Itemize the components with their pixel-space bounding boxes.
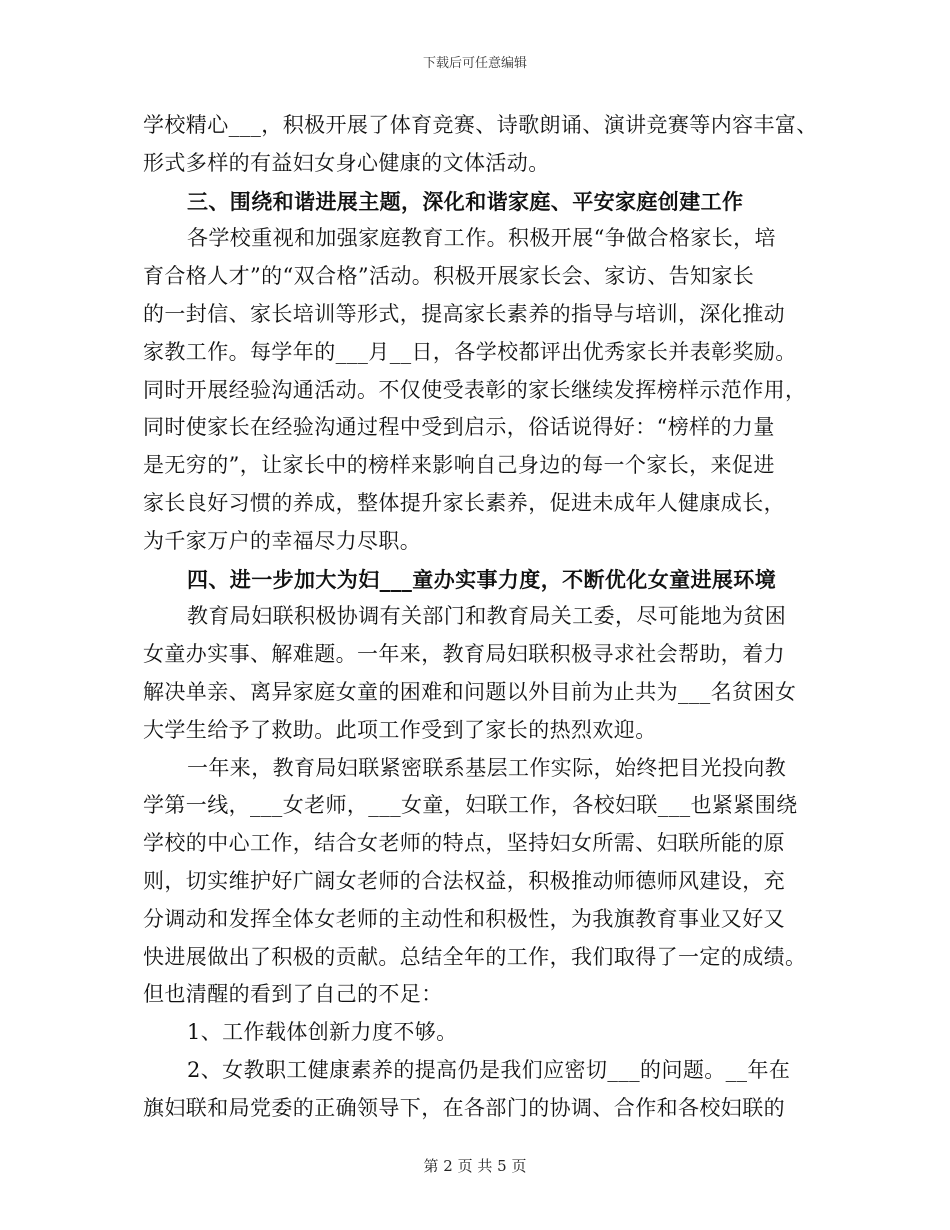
text-line: 的一封信、家长培训等形式，提高家长素养的指导与培训，深化推动	[143, 301, 785, 326]
text-line: 快进展做出了积极的贡献。总结全年的工作，我们取得了一定的成绩。	[143, 944, 807, 969]
text-line: 教育局妇联积极协调有关部门和教育局关工委，尽可能地为贫困	[187, 604, 787, 629]
text-line: 解决单亲、离异家庭女童的困难和问题以外目前为止共为___名贫困女	[143, 679, 797, 704]
section-heading: 四、进一步加大为妇___童办实事力度，不断优化女童进展环境	[187, 566, 777, 592]
text-line: 女童办实事、解难题。一年来，教育局妇联积极寻求社会帮助，着力	[143, 642, 785, 667]
text-line: 家长良好习惯的养成，整体提升家长素养，促进未成年人健康成长，	[143, 490, 785, 515]
text-line: 学校精心___，积极开展了体育竞赛、诗歌朗诵、演讲竞赛等内容丰富、	[143, 113, 818, 137]
text-line: 一年来，教育局妇联紧密联系基层工作实际，始终把目光投向教	[187, 755, 787, 780]
text-line: 2、女教职工健康素养的提高仍是我们应密切___的问题。__年在	[187, 1057, 791, 1082]
text-line: 学校的中心工作，结合女老师的特点，坚持妇女所需、妇联所能的原	[143, 831, 785, 856]
text-line: 分调动和发挥全体女老师的主动性和积极性，为我旗教育事业又好又	[143, 906, 785, 931]
page-header: 下载后可任意编辑	[422, 56, 527, 71]
text-line: 大学生给予了救助。此项工作受到了家长的热烈欢迎。	[143, 717, 657, 742]
text-line: 各学校重视和加强家庭教育工作。积极开展“争做合格家长，培	[187, 226, 776, 251]
text-line: 学第一线，___女老师，___女童，妇联工作，各校妇联___也紧紧围绕	[143, 793, 798, 818]
text-line: 旗妇联和局党委的正确领导下，在各部门的协调、合作和各校妇联的	[143, 1095, 785, 1120]
document-body	[143, 107, 823, 1128]
section-heading: 三、围绕和谐进展主题，深化和谐家庭、平安家庭创建工作	[187, 188, 744, 214]
text-line: 同时使家长在经验沟通过程中受到启示，俗话说得好：“榜样的力量	[143, 415, 775, 440]
text-line: 1、工作载体创新力度不够。	[187, 1020, 458, 1045]
text-line: 是无穷的”，让家长中的榜样来影响自己身边的每一个家长，来促进	[143, 453, 775, 478]
text-line: 则，切实维护好广阔女老师的合法权益，积极推动师德师风建设，充	[143, 868, 785, 893]
text-line: 家教工作。每学年的___月__日，各学校都评出优秀家长并表彰奖励。	[143, 339, 797, 364]
page-footer: 第 2 页 共 5 页	[423, 1157, 527, 1175]
text-line: 同时开展经验沟通活动。不仅使受表彰的家长继续发挥榜样示范作用，	[143, 377, 807, 402]
text-line: 育合格人才”的“双合格”活动。积极开展家长会、家访、告知家长	[143, 264, 755, 289]
text-line: 但也清醒的看到了自己的不足：	[143, 982, 443, 1007]
text-line: 形式多样的有益妇女身心健康的文体活动。	[143, 150, 550, 175]
text-line: 为千家万户的幸福尽力尽职。	[143, 528, 422, 553]
